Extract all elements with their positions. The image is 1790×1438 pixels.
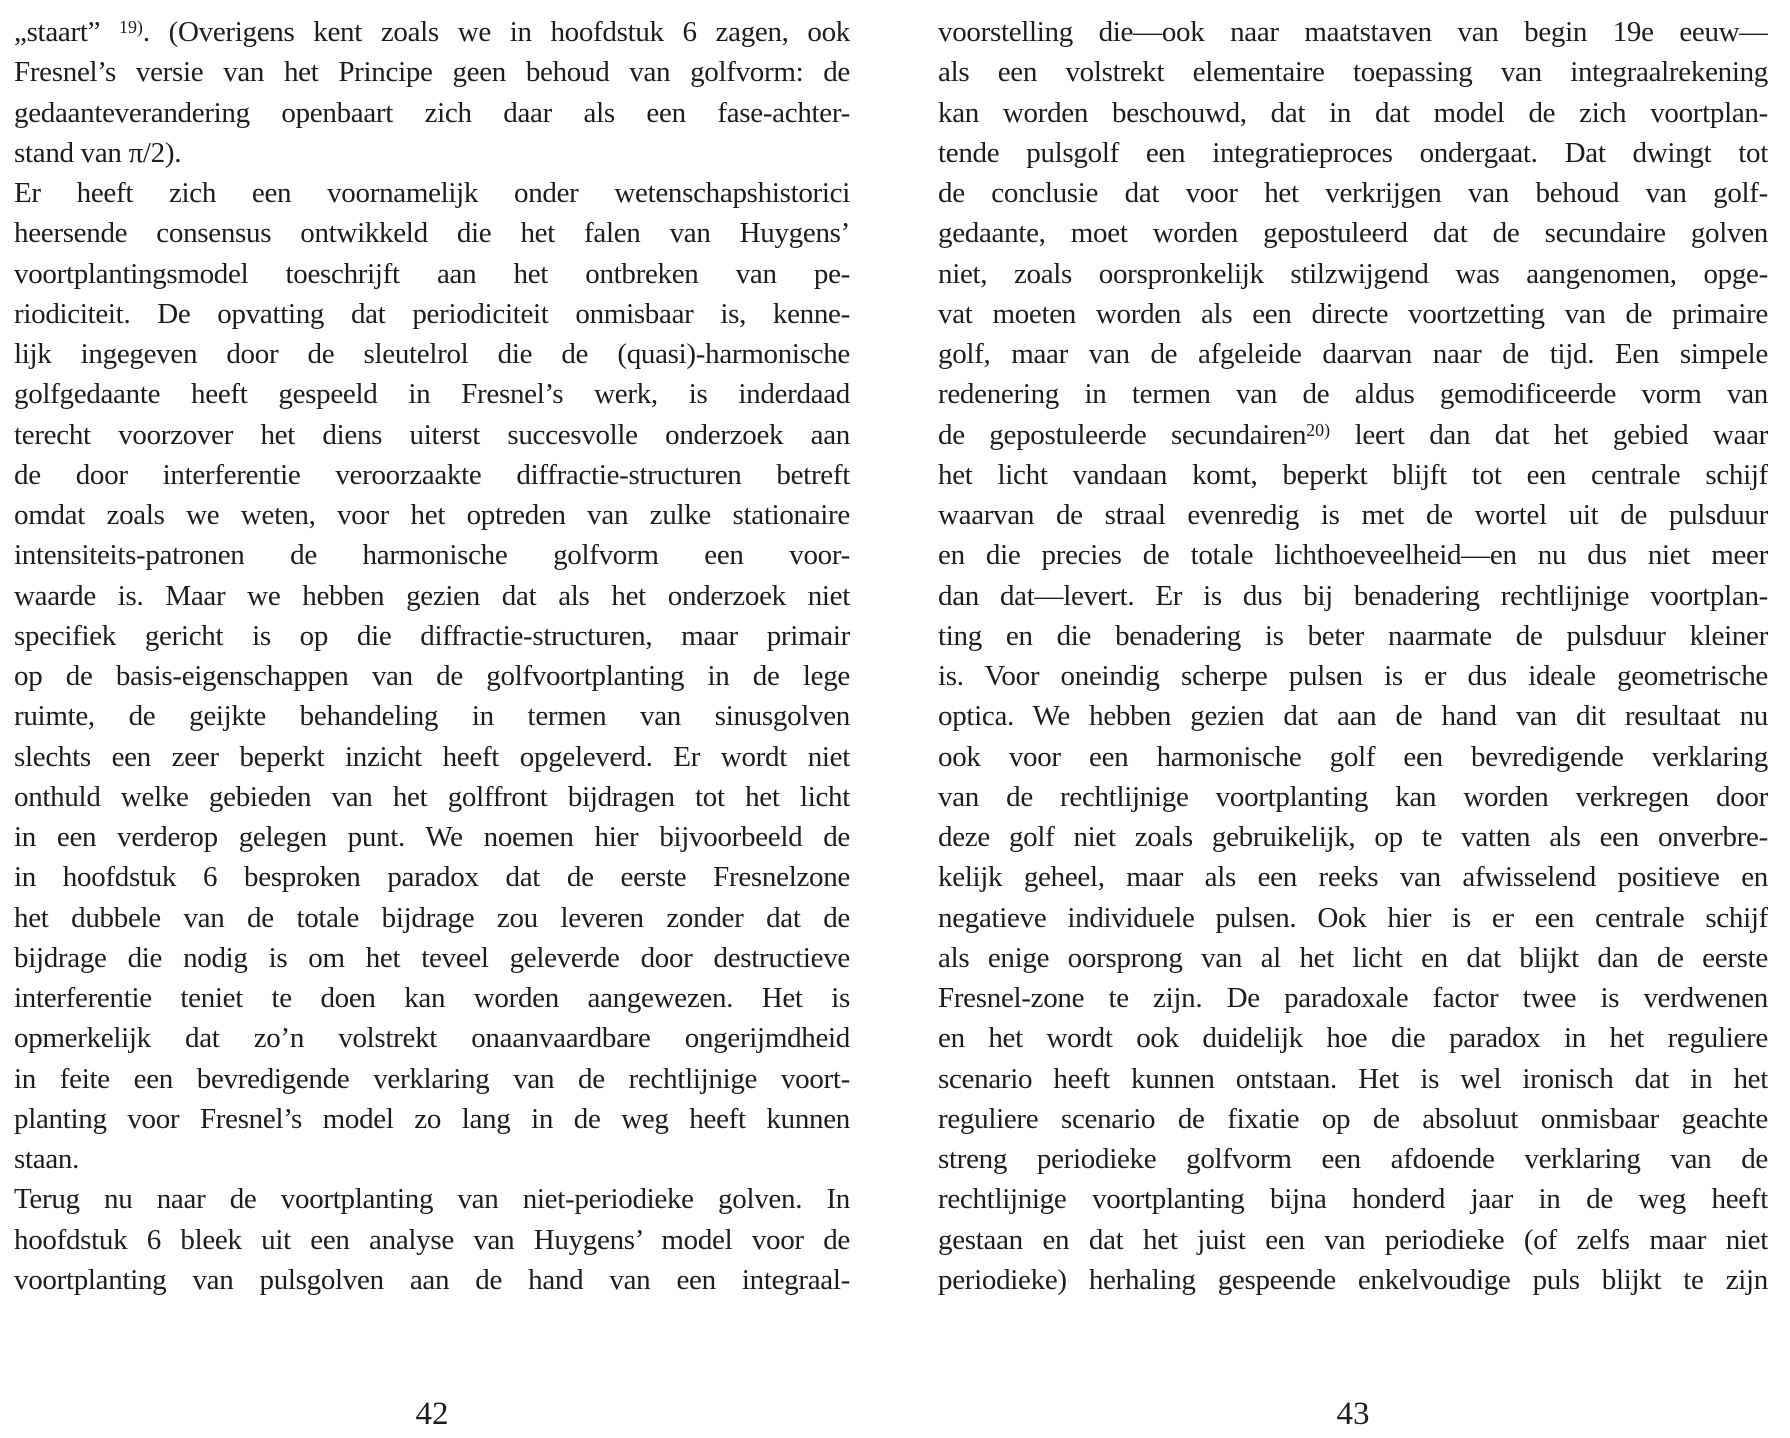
text-line: als enige oorsprong van al het licht en dat blijkt dan de eerste (938, 941, 1768, 974)
text-line: het dubbele van de totale bijdrage zou leveren zonder dat de (14, 901, 850, 934)
text-line: kelijk geheel, maar als een reeks van afwisselend positieve en (938, 861, 1768, 894)
text-line: streng periodieke golfvorm een afdoende verklaring van de (938, 1143, 1768, 1175)
text-line: in een verderop gelegen punt. We noemen hier bijvoorbeeld de (14, 821, 850, 853)
text-line: Er heeft zich een voornamelijk onder wetenschapshistorici (14, 177, 850, 209)
text-line: golf, maar van de afgeleide daarvan naar de tijd. Een simpele (938, 338, 1768, 370)
page-43-text-column (938, 12, 1768, 1300)
text-line: ting en die benadering is beter naarmate de pulsduur kleiner (938, 619, 1768, 652)
text-line: Terug nu naar de voortplanting van niet-periodieke golven. In (14, 1183, 850, 1216)
text-line: als een volstrekt elementaire toepassing van integraalrekening (938, 56, 1768, 89)
text-line: gedaante, moet worden gepostuleerd dat de secundaire golven (938, 217, 1768, 250)
text-line: golfgedaante heeft gespeeld in Fresnel’s werk, is inderdaad (14, 378, 850, 411)
text-line: de conclusie dat voor het verkrijgen van behoud van golf- (938, 177, 1768, 209)
text-line: reguliere scenario de fixatie op de absoluut onmisbaar geachte (938, 1102, 1768, 1135)
text-line: de gepostuleerde secundairen$^{20)}$ leert dan dat het gebied waar (938, 418, 1768, 451)
text-line: Fresnel-zone te zijn. De paradoxale factor twee is verdwenen (938, 982, 1768, 1014)
text-line: voorstelling die—ook naar maatstaven van begin 19e eeuw— (938, 16, 1768, 48)
text-line: specifiek gericht is op die diffractie-structuren, maar primair (14, 619, 850, 652)
text-line: waarde is. Maar we hebben gezien dat als het onderzoek niet (14, 579, 850, 612)
page-42-text-column (14, 12, 850, 1300)
text-line: en die precies de totale lichthoeveelheid—en nu dus niet meer (938, 539, 1768, 572)
text-line: onthuld welke gebieden van het golffront bijdragen tot het licht (14, 780, 850, 813)
text-line: het licht vandaan komt, beperkt blijft tot een centrale schijf (938, 458, 1768, 491)
text-line: lijk ingegeven door de sleutelrol die de (quasi)-harmonische (14, 338, 850, 370)
text-line: waarvan de straal evenredig is met de wortel uit de pulsduur (938, 499, 1768, 531)
text-line: en het wordt ook duidelijk hoe die paradox in het reguliere (938, 1022, 1768, 1055)
text-line: „staart” $^{19)}$. (Overigens kent zoals we in hoofdstuk 6 zagen, ook (14, 16, 850, 48)
text-line: riodiciteit. De opvatting dat periodiciteit onmisbaar is, kenne- (14, 297, 850, 330)
text-line: hoofdstuk 6 bleek uit een analyse van Huygens’ model voor de (14, 1223, 850, 1256)
text-line: de door interferentie veroorzaakte diffractie-structuren betreft (14, 458, 850, 491)
text-line: heersende consensus ontwikkeld die het falen van Huygens’ (14, 217, 850, 250)
footnote-reference: 20) (1306, 419, 1331, 440)
text-line: staan. (14, 1143, 80, 1175)
text-line: deze golf niet zoals gebruikelijk, op te vatten als een onverbre- (938, 821, 1768, 853)
text-line: interferentie teniet te doen kan worden aangewezen. Het is (14, 982, 850, 1014)
text-line: omdat zoals we weten, voor het optreden van zulke stationaire (14, 499, 850, 531)
text-line: bijdrage die nodig is om het teveel geleverde door destructieve (14, 941, 850, 974)
text-line: opmerkelijk dat zo’n volstrekt onaanvaardbare ongerijmdheid (14, 1022, 850, 1055)
text-line: is. Voor oneindig scherpe pulsen is er dus ideale geometrische (938, 660, 1768, 692)
text-line: redenering in termen van de aldus gemodificeerde vorm van (938, 378, 1768, 411)
text-line: van de rechtlijnige voortplanting kan worden verkregen door (938, 780, 1768, 813)
text-line: vat moeten worden als een directe voortzetting van de primaire (938, 297, 1768, 330)
footnote-reference: 19) (118, 17, 143, 38)
text-line: ruimte, de geijkte behandeling in termen van sinusgolven (14, 700, 850, 733)
text-line: niet, zoals oorspronkelijk stilzwijgend was aangenomen, opge- (938, 257, 1768, 290)
text-line: in hoofdstuk 6 besproken paradox dat de eerste Fresnelzone (14, 861, 850, 894)
text-line: stand van π/2). (14, 136, 182, 169)
text-line: rechtlijnige voortplanting bijna honderd jaar in de weg heeft (938, 1183, 1768, 1216)
text-line: tende pulsgolf een integratieproces ondergaat. Dat dwingt tot (938, 136, 1768, 169)
text-line: slechts een zeer beperkt inzicht heeft opgeleverd. Er wordt niet (14, 740, 850, 773)
text-line: gestaan en dat het juist een van periodieke (of zelfs maar niet (938, 1223, 1768, 1256)
text-line: voortplanting van pulsgolven aan de hand van een integraal- (14, 1263, 850, 1296)
text-line: dan dat—levert. Er is dus bij benadering rechtlijnige voortplan- (938, 579, 1768, 612)
page-43-number: 43 (1336, 1396, 1370, 1432)
text-line: scenario heeft kunnen ontstaan. Het is wel ironisch dat in het (938, 1062, 1768, 1095)
text-line: negatieve individuele pulsen. Ook hier is er een centrale schijf (938, 901, 1768, 934)
text-line: optica. We hebben gezien dat aan de hand van dit resultaat nu (938, 700, 1768, 733)
text-line: terecht voorzover het diens uiterst succesvolle onderzoek aan (14, 418, 850, 451)
text-line: ook voor een harmonische golf een bevredigende verklaring (938, 740, 1768, 773)
text-line: op de basis-eigenschappen van de golfvoortplanting in de lege (14, 660, 850, 692)
text-line: in feite een bevredigende verklaring van de rechtlijnige voort- (14, 1062, 850, 1095)
text-line: planting voor Fresnel’s model zo lang in de weg heeft kunnen (14, 1102, 850, 1135)
text-line: periodieke) herhaling gespeende enkelvoudige puls blijkt te zijn (938, 1263, 1768, 1296)
text-line: voortplantingsmodel toeschrijft aan het ontbreken van pe- (14, 257, 850, 290)
text-line: gedaanteverandering openbaart zich daar als een fase-achter- (14, 96, 850, 129)
text-line: intensiteits-patronen de harmonische golfvorm een voor- (14, 539, 850, 572)
text-line: Fresnel’s versie van het Principe geen behoud van golfvorm: de (14, 56, 850, 89)
page-42-number: 42 (415, 1396, 449, 1432)
text-line: kan worden beschouwd, dat in dat model de zich voortplan- (938, 96, 1768, 129)
